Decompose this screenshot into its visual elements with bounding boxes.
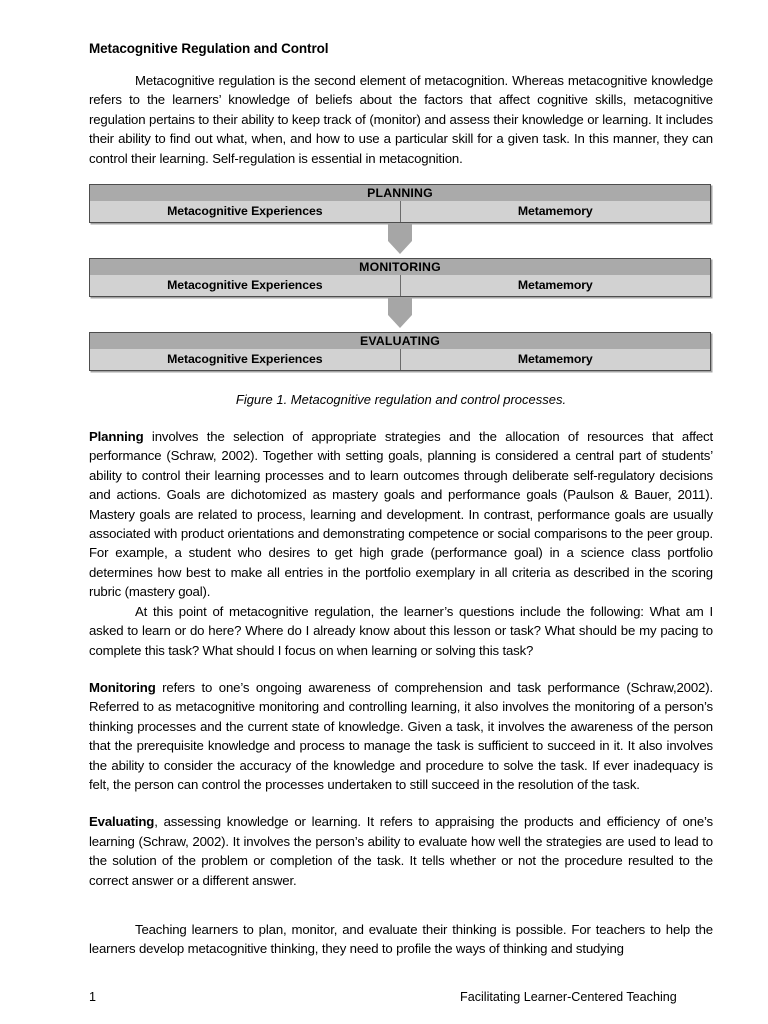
process-header-planning: PLANNING — [90, 185, 710, 201]
document-content — [89, 41, 713, 959]
footer-inner — [89, 989, 713, 1005]
arrow-planning-to-monitoring-wrap — [89, 223, 713, 258]
figure-caption: Figure 1. Metacognitive regulation and control processes. — [235, 392, 567, 408]
closing-paragraph-text: Teaching learners to plan, monitor, and evaluate their thinking is possible. For teachers to help the learners develop metacognitive thinking, they need to profile the ways of thinking and studying — [89, 921, 713, 957]
closing-paragraph — [89, 920, 713, 959]
arrow-down-icon — [385, 223, 415, 254]
process-row-monitoring — [90, 275, 710, 296]
monitoring-paragraph-text: refers to one’s ongoing awareness of comprehension and task performance (Schraw,2002). Referred to as metacognitive monitoring and controlling learning, it also involves the monitoring of a person’s thinking processes and the current state of knowledge. Given a task, it involves the awareness of the person that the prerequisite knowledge and process to manage the task is sufficient to succeed in it. It also involves the ability to consider the accuracy of the knowledge and procedure to solve the task. If ever inadequacy is felt, the person can control the processes undertaken to still succeed in the resolution of the task. — [89, 679, 713, 792]
footer-page-number: 1 — [89, 990, 97, 1004]
planning-run-in-heading: Planning — [89, 429, 144, 445]
figure-1 — [89, 184, 713, 409]
planning-followup-paragraph — [89, 602, 713, 660]
arrow-monitoring-to-evaluating-wrap — [89, 297, 713, 332]
evaluating-paragraph-text: , assessing knowledge or learning. It refers to appraising the products and efficiency of one’s learning (Schraw, 2002). It involves the person’s ability to evaluate how well the strategies are used to lead to the solution of the problem or completion of the task. It tells whether or not the procedure resulted to the correct answer or a different answer. — [89, 814, 713, 888]
planning-paragraph-text: involves the selection of appropriate strategies and the allocation of resources that affect performance (Schraw, 2002). Together with setting goals, planning is considered a central part of students’ ability to control their learning processes and to learn outcomes through deliberate self-regulatory decisions and actions. Goals are dichotomized as mastery goals and performance goals (Paulson & Bauer, 2011). Mastery goals are related to process, learning and development. In contrast, performance goals are usually associated with product orientations and demonstrating competence or social comparisons to the peer group. For example, a student who desires to get high grade (performance goal) in a science class portfolio determines how best to make all entries in the portfolio exemplary in all criteria as described in the scoring rubric (mastery goal). — [89, 429, 713, 600]
planning-paragraph — [89, 427, 713, 602]
process-cell-experiences-monitoring: Metacognitive Experiences — [90, 275, 401, 296]
process-cell-metamemory-planning: Metamemory — [517, 204, 593, 219]
process-row-evaluating — [90, 349, 710, 370]
intro-paragraph — [89, 71, 713, 168]
page-footer — [89, 989, 713, 1005]
process-block-evaluating — [89, 332, 711, 371]
process-cell-metamemory-monitoring: Metamemory — [517, 278, 593, 293]
process-cell-experiences-planning: Metacognitive Experiences — [90, 201, 401, 222]
process-header-monitoring: MONITORING — [90, 259, 710, 275]
process-header-evaluating: EVALUATING — [90, 333, 710, 349]
process-block-planning — [89, 184, 711, 223]
intro-paragraph-text: Metacognitive regulation is the second element of metacognition. Whereas metacognitive knowledge refers to the learners’ knowledge of beliefs about the factors that affect cognitive skills, metacognitive regulation pertains to their ability to keep track of (monitor) and assess their knowledge or learning. It includes their ability to find out what, when, and how to use a particular skill for a given task. In this manner, they can control their learning. Self-regulation is essential in metacognition. — [89, 73, 713, 166]
process-cell-metamemory-evaluating: Metamemory — [517, 352, 593, 367]
monitoring-paragraph — [89, 678, 713, 794]
page-title: Metacognitive Regulation and Control — [89, 41, 329, 56]
monitoring-run-in-heading: Monitoring — [89, 679, 156, 695]
evaluating-run-in-heading: Evaluating — [89, 814, 155, 830]
process-row-planning — [90, 201, 710, 222]
planning-followup-text: At this point of metacognitive regulation, the learner’s questions include the following: What am I asked to learn or do here? Where do I already know about this lesson or task? What should be my pacing to complete this task? What should I focus on when learning or solving this task? — [89, 603, 713, 658]
process-block-monitoring — [89, 258, 711, 297]
footer-book-title: Facilitating Learner-Centered Teaching — [460, 990, 677, 1004]
process-cell-experiences-evaluating: Metacognitive Experiences — [90, 349, 401, 370]
evaluating-paragraph — [89, 812, 713, 890]
arrow-down-icon — [385, 297, 415, 328]
